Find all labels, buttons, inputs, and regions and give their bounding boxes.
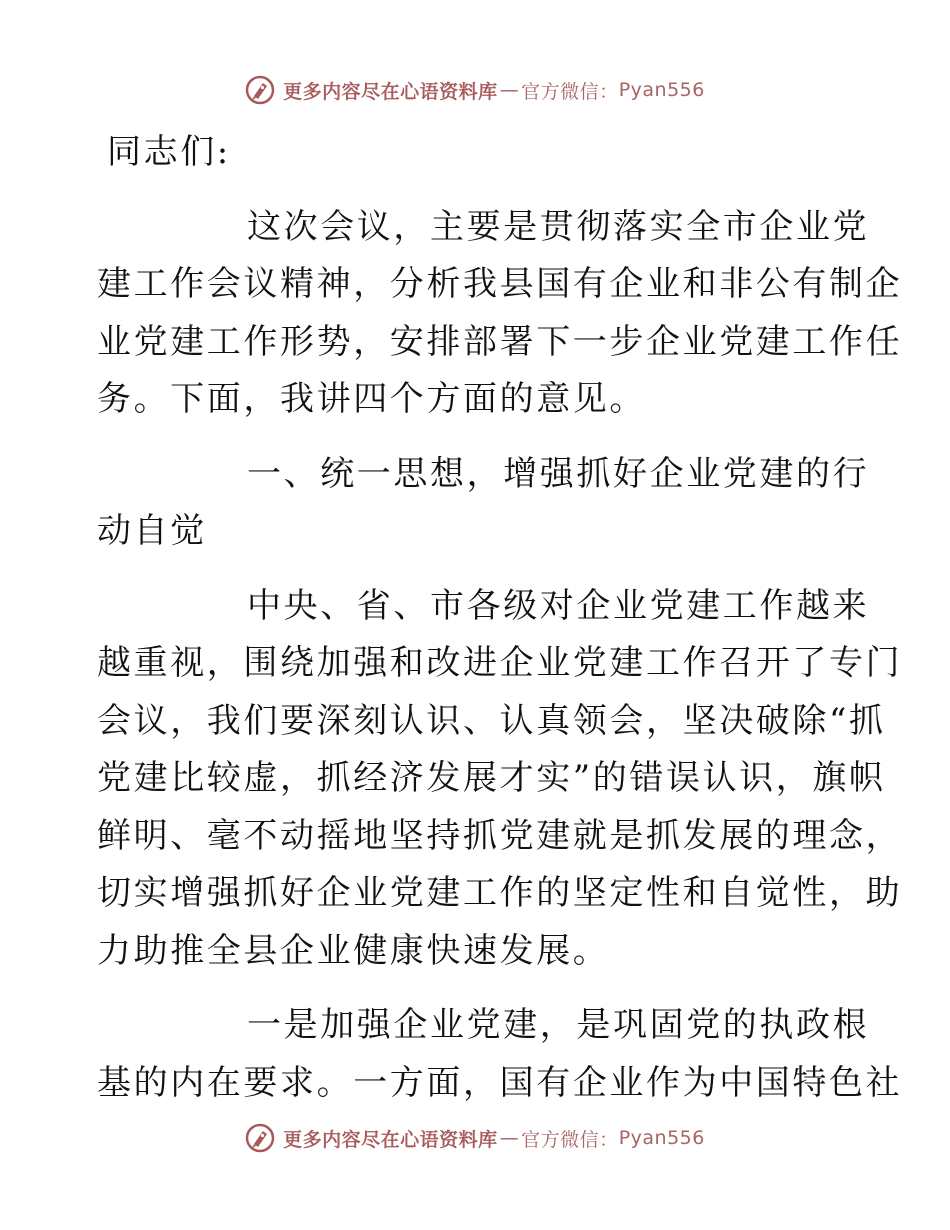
paragraph-point-1 (97, 997, 903, 1112)
watermark-wechat-label: 官方微信： (521, 80, 619, 103)
watermark-separator: — (499, 79, 520, 101)
text-line: 业党建工作形势，安排部署下一步企业党建工作任 (97, 321, 903, 362)
pen-nib-circle-icon (245, 1123, 275, 1153)
watermark-wechat-id: Pyan556 (618, 79, 705, 101)
salutation: 同志们: (107, 132, 231, 172)
text-line: 一、统一思想，增强抓好企业党建的行 (247, 453, 870, 494)
text-line: 一是加强企业党建，是巩固党的执政根 (247, 1005, 870, 1045)
watermark-site-text: 更多内容尽在心语资料库 (283, 1128, 498, 1151)
section-heading-1 (97, 446, 870, 561)
text-line: 动自觉 (97, 511, 207, 551)
paragraph-intro (97, 199, 903, 429)
text-line: 鲜明、毫不动摇地坚持抓党建就是抓发展的理念， (97, 815, 903, 856)
watermark-footer (0, 1118, 950, 1158)
text-line: 务。下面，我讲四个方面的意见。 (97, 379, 646, 419)
watermark-wechat-id: Pyan556 (618, 1127, 705, 1149)
watermark-wechat-label: 官方微信： (521, 1128, 619, 1151)
text-line: 党建比较虚，抓经济发展才实”的错误认识，旗帜 (97, 758, 886, 798)
text-line: 切实增强抓好企业党建工作的坚定性和自觉性，助 (97, 873, 903, 913)
text-line: 建工作会议精神，分析我县国有企业和非公有制企 (97, 264, 903, 304)
text-line: 中央、省、市各级对企业党建工作越来 (247, 585, 870, 626)
text-line: 力助推全县企业健康快速发展。 (97, 930, 610, 971)
watermark-site-text: 更多内容尽在心语资料库 (283, 80, 498, 103)
paragraph-section-1 (97, 578, 903, 981)
watermark-header (0, 70, 950, 110)
text-line: 越重视，围绕加强和改进企业党建工作召开了专门 (97, 643, 903, 683)
watermark-separator: — (499, 1127, 520, 1149)
text-line: 基的内在要求。一方面，国有企业作为中国特色社 (97, 1062, 903, 1103)
text-line: 会议，我们要深刻认识、认真领会，坚决破除“抓 (97, 700, 886, 741)
document-body (97, 124, 903, 1129)
text-line: 这次会议，主要是贯彻落实全市企业党 (247, 206, 870, 247)
pen-nib-circle-icon (245, 75, 275, 105)
